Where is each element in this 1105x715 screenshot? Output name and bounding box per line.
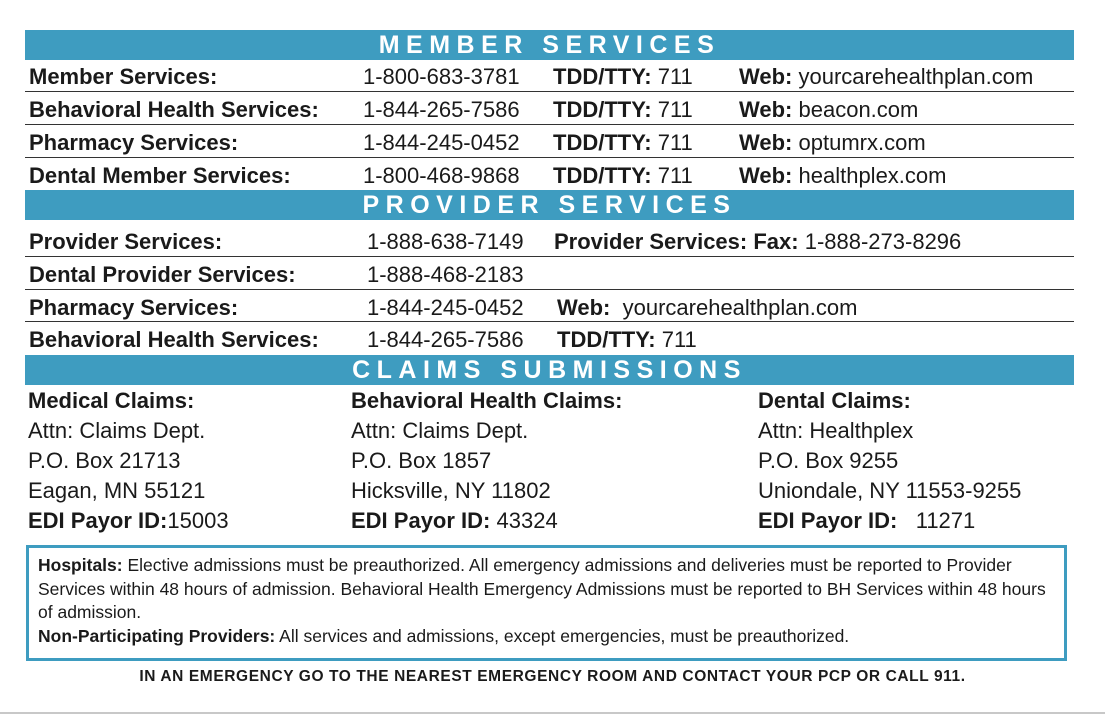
provider-services-label: Provider Services: xyxy=(29,229,223,254)
edi-label: EDI Payor ID: xyxy=(758,508,898,533)
tdd-label: TDD/TTY: xyxy=(553,64,652,89)
hospitals-text: Elective admissions must be preauthorized. All emergency admissions and deliveries must be reported to Provider Services within 48 hours of admission. Behavioral Health Emergency Admissions must be reported to BH Services within 48 hours of admission. xyxy=(38,555,1046,622)
dental-provider-label: Dental Provider Services: xyxy=(29,262,296,287)
tdd-number: 711 xyxy=(657,130,693,155)
behavioral-claims-column xyxy=(351,386,622,536)
emergency-footer: IN AN EMERGENCY GO TO THE NEAREST EMERGENCY ROOM AND CONTACT YOUR PCP OR CALL 911. xyxy=(139,668,966,685)
web-label: Web: xyxy=(739,64,793,89)
edi-label: EDI Payor ID: xyxy=(351,508,491,533)
provider-pharmacy-label: Pharmacy Services: xyxy=(29,295,239,320)
tdd-number: 711 xyxy=(661,327,697,352)
provider-services-phone: 1-888-638-7149 xyxy=(367,229,524,254)
medical-claims-column xyxy=(28,386,229,536)
web-url: yourcarehealthplan.com xyxy=(622,295,858,320)
behavioral-claims-box: P.O. Box 1857 xyxy=(351,448,492,473)
fax-number: 1-888-273-8296 xyxy=(804,229,962,254)
medical-claims-attn: Attn: Claims Dept. xyxy=(28,418,206,443)
non-participating-label: Non-Participating Providers: xyxy=(38,625,276,646)
dental-provider-phone: 1-888-468-2183 xyxy=(367,262,524,287)
edi-id: 15003 xyxy=(167,508,229,533)
claims-submissions-header: CLAIMS SUBMISSIONS xyxy=(25,355,1074,385)
web-label: Web: xyxy=(739,163,793,188)
web-label: Web: xyxy=(739,97,793,122)
fax-label: Provider Services: Fax: xyxy=(554,229,799,254)
dental-member-phone: 1-800-468-9868 xyxy=(363,163,520,188)
divider xyxy=(25,256,1074,257)
web-url: healthplex.com xyxy=(798,163,947,188)
tdd-label: TDD/TTY: xyxy=(557,327,656,352)
tdd-number: 711 xyxy=(657,97,693,122)
non-participating-notice xyxy=(38,625,1055,649)
divider xyxy=(25,124,1074,125)
dental-claims-box: P.O. Box 9255 xyxy=(758,448,899,473)
provider-behavioral-phone: 1-844-265-7586 xyxy=(367,327,524,352)
behavioral-claims-title: Behavioral Health Claims: xyxy=(351,388,623,413)
web-url: optumrx.com xyxy=(798,130,926,155)
notice-box xyxy=(26,545,1067,661)
web-label: Web: xyxy=(739,130,793,155)
behavioral-health-phone: 1-844-265-7586 xyxy=(363,97,520,122)
pharmacy-label: Pharmacy Services: xyxy=(29,130,239,155)
web-url: beacon.com xyxy=(798,97,919,122)
behavioral-health-label: Behavioral Health Services: xyxy=(29,97,319,122)
dental-claims-attn: Attn: Healthplex xyxy=(758,418,914,443)
tdd-label: TDD/TTY: xyxy=(553,97,652,122)
edi-id: 11271 xyxy=(915,508,976,533)
edi-id: 43324 xyxy=(496,508,558,533)
pharmacy-phone: 1-844-245-0452 xyxy=(363,130,520,155)
non-participating-text: All services and admissions, except emergencies, must be preauthorized. xyxy=(279,625,850,646)
bottom-divider xyxy=(0,712,1105,714)
hospitals-notice xyxy=(38,554,1055,625)
member-services-label: Member Services: xyxy=(29,64,218,89)
web-label: Web: xyxy=(557,295,611,320)
web-url: yourcarehealthplan.com xyxy=(798,64,1034,89)
tdd-number: 711 xyxy=(657,163,693,188)
dental-member-label: Dental Member Services: xyxy=(29,163,291,188)
tdd-label: TDD/TTY: xyxy=(553,163,652,188)
provider-pharmacy-phone: 1-844-245-0452 xyxy=(367,295,524,320)
divider xyxy=(25,157,1074,158)
edi-label: EDI Payor ID: xyxy=(28,508,168,533)
divider xyxy=(25,91,1074,92)
hospitals-label: Hospitals: xyxy=(38,555,123,575)
medical-claims-city: Eagan, MN 55121 xyxy=(28,478,206,503)
tdd-label: TDD/TTY: xyxy=(553,130,652,155)
behavioral-claims-attn: Attn: Claims Dept. xyxy=(351,418,529,443)
dental-claims-title: Dental Claims: xyxy=(758,388,911,413)
medical-claims-title: Medical Claims: xyxy=(28,388,195,413)
medical-claims-box: P.O. Box 21713 xyxy=(28,448,181,473)
dental-claims-column xyxy=(758,386,1021,536)
divider xyxy=(25,321,1074,322)
member-services-header: MEMBER SERVICES xyxy=(25,30,1074,60)
tdd-number: 711 xyxy=(657,64,693,89)
divider xyxy=(25,289,1074,290)
provider-services-header: PROVIDER SERVICES xyxy=(25,190,1074,220)
dental-claims-city: Uniondale, NY 11553-9255 xyxy=(758,478,1022,503)
member-services-phone: 1-800-683-3781 xyxy=(363,64,520,89)
provider-behavioral-label: Behavioral Health Services: xyxy=(29,327,319,352)
behavioral-claims-city: Hicksville, NY 11802 xyxy=(351,478,551,503)
